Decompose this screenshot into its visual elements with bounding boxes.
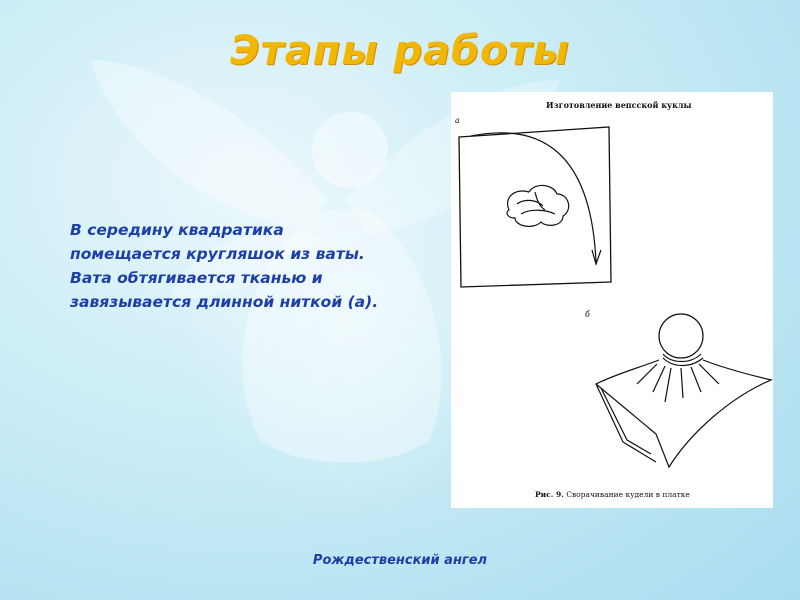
slide-footer: Рождественский ангел (312, 553, 488, 568)
figure-caption-text: Сворачивание кудели в платке (566, 490, 690, 499)
figure-caption-number: Рис. 9. (535, 490, 564, 499)
figure-caption (535, 490, 690, 499)
slide-title: Этапы работы (230, 28, 570, 74)
description-line: помещается кругляшок из ваты. (70, 245, 365, 263)
figure-label-b: б (585, 310, 590, 319)
fold-arrow-shape (471, 133, 596, 262)
description-line: завязывается длинной ниткой (а). (70, 293, 379, 311)
description-line: Вата обтягивается тканью и (70, 269, 323, 287)
description-text (70, 218, 440, 314)
cotton-ball-shape (507, 185, 569, 226)
wrapped-doll-shape (596, 314, 771, 467)
figure-title: Изготовление вепсской куклы (546, 100, 692, 110)
description-line: В середину квадратика (70, 221, 284, 239)
doll-drawing (451, 92, 773, 508)
figure-label-a: а (455, 116, 460, 125)
illustration-figure (451, 92, 773, 508)
